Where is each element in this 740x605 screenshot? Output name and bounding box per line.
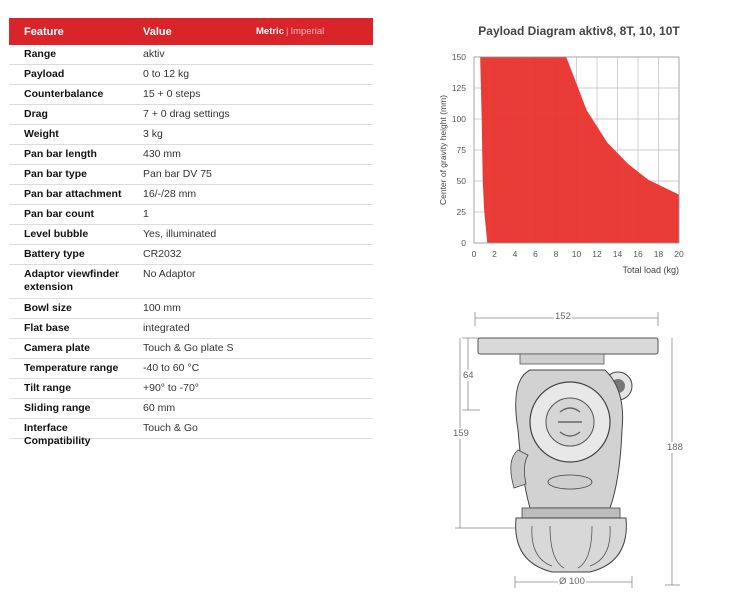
- spec-value: 60 mm: [143, 402, 176, 414]
- spec-value: Yes, illuminated: [143, 228, 217, 240]
- y-tick-label: 125: [451, 83, 466, 93]
- spec-label: Payload: [24, 68, 65, 80]
- spec-label: Flat base: [24, 322, 70, 334]
- spec-label: Drag: [24, 108, 48, 120]
- spec-value: 430 mm: [143, 148, 181, 160]
- dimension-head-height: 159: [453, 428, 469, 439]
- y-tick-label: 0: [461, 238, 466, 248]
- spec-row: [9, 105, 373, 125]
- spec-label: Pan bar length: [24, 148, 97, 160]
- x-tick-label: 18: [653, 249, 664, 259]
- spec-label: Tilt range: [24, 382, 72, 394]
- spec-value: +90° to -70°: [143, 382, 199, 394]
- spec-row: [9, 399, 373, 419]
- dimension-plate-height: 64: [463, 370, 474, 381]
- spec-row: [9, 359, 373, 379]
- spec-rows: [9, 45, 373, 447]
- y-tick-label: 50: [456, 176, 466, 186]
- metric-toggle[interactable]: Metric: [256, 26, 284, 37]
- payload-chart-svg: [425, 24, 735, 284]
- spec-row: [9, 245, 373, 265]
- spec-row: [9, 145, 373, 165]
- chart-title: Payload Diagram aktiv8, 8T, 10, 10T: [478, 24, 680, 38]
- x-tick-label: 2: [492, 249, 497, 259]
- spec-label: Battery type: [24, 248, 85, 260]
- dimension-total-height: 188: [667, 442, 683, 453]
- dimension-plate-width: 152: [555, 311, 571, 322]
- spec-label: Interface Compatibility: [24, 422, 91, 447]
- spec-row: [9, 45, 373, 65]
- spec-row: [9, 85, 373, 105]
- feature-column-header: Feature: [24, 25, 64, 38]
- spec-label: Weight: [24, 128, 59, 140]
- spec-row: [9, 205, 373, 225]
- unit-separator: |: [285, 26, 289, 37]
- spec-row: [9, 299, 373, 319]
- x-tick-label: 4: [512, 249, 518, 259]
- unit-toggle: [256, 26, 324, 37]
- x-tick-label: 12: [592, 249, 602, 259]
- spec-value: Pan bar DV 75: [143, 168, 212, 180]
- spec-value: CR2032: [143, 248, 182, 260]
- spec-row: [9, 319, 373, 339]
- x-tick-label: 10: [571, 249, 582, 259]
- x-tick-label: 0: [471, 249, 477, 259]
- spec-value: 16/-/28 mm: [143, 188, 197, 200]
- spec-label: Pan bar type: [24, 168, 88, 180]
- payload-chart: [425, 24, 735, 284]
- spec-row: [9, 65, 373, 85]
- x-tick-label: 16: [633, 249, 643, 259]
- spec-row: [9, 419, 373, 447]
- spec-label: Level bubble: [24, 228, 89, 240]
- spec-row: [9, 379, 373, 399]
- x-tick-label: 20: [674, 249, 684, 259]
- spec-label: Counterbalance: [24, 88, 104, 100]
- imperial-toggle[interactable]: Imperial: [290, 26, 325, 37]
- spec-value: 0 to 12 kg: [143, 68, 190, 80]
- spec-label: Adaptor viewfinder extension: [24, 268, 120, 293]
- spec-value: Touch & Go: [143, 422, 198, 434]
- spec-value: -40 to 60 °C: [143, 362, 200, 374]
- spec-label: Pan bar count: [24, 208, 95, 220]
- x-tick-label: 8: [553, 249, 559, 259]
- y-tick-label: 75: [456, 145, 466, 155]
- spec-label: Pan bar attachment: [24, 188, 122, 200]
- spec-value: No Adaptor: [143, 268, 196, 280]
- spec-label: Temperature range: [24, 362, 119, 374]
- spec-row: [9, 125, 373, 145]
- spec-value: aktiv: [143, 48, 165, 60]
- spec-value: Touch & Go plate S: [143, 342, 234, 354]
- spec-label: Range: [24, 48, 57, 60]
- y-axis-label: Center of gravity height (mm): [438, 94, 448, 206]
- dimension-bowl-diameter: Ø 100: [559, 576, 585, 587]
- spec-label: Sliding range: [24, 402, 91, 414]
- spec-table-header: [9, 18, 373, 45]
- spec-value: 7 + 0 drag settings: [143, 108, 230, 120]
- value-column-header: Value: [143, 25, 172, 38]
- spec-label: Bowl size: [24, 302, 72, 314]
- y-tick-label: 100: [451, 114, 466, 124]
- tripod-head-drawing: [440, 300, 700, 600]
- spec-value: 15 + 0 steps: [143, 88, 201, 100]
- spec-value: 1: [143, 208, 149, 220]
- spec-row: [9, 185, 373, 205]
- spec-row: [9, 225, 373, 245]
- x-axis-label: Total load (kg): [622, 265, 679, 275]
- spec-value: 100 mm: [143, 302, 181, 314]
- spec-table: [9, 18, 373, 447]
- spec-value: 3 kg: [143, 128, 163, 140]
- spec-row: [9, 265, 373, 299]
- y-tick-label: 150: [451, 52, 466, 62]
- tripod-head-illustration: [440, 300, 700, 600]
- x-tick-label: 14: [612, 249, 623, 259]
- spec-row: [9, 165, 373, 185]
- y-tick-label: 25: [456, 207, 466, 217]
- spec-label: Camera plate: [24, 342, 90, 354]
- x-tick-label: 6: [533, 249, 538, 259]
- spec-row: [9, 339, 373, 359]
- spec-value: integrated: [143, 322, 190, 334]
